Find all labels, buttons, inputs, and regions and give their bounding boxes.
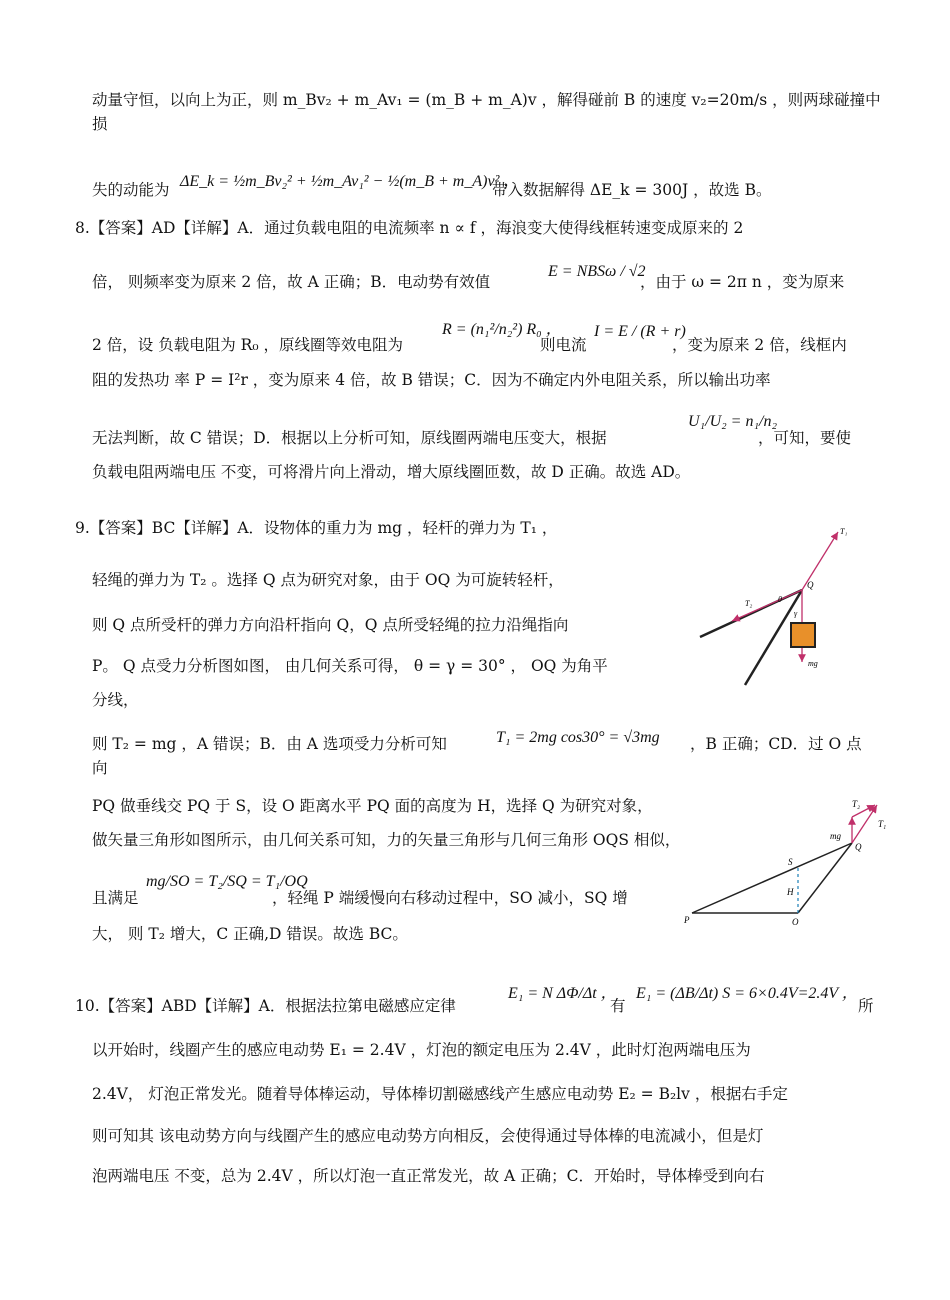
text-line: 带入数据解得 ΔE_k = 300J ，故选 B。 xyxy=(492,181,772,199)
t1-label: T₁ xyxy=(840,527,848,536)
o-q-line xyxy=(798,843,852,913)
text-line: ，由于 ω = 2π n ，变为原来 xyxy=(640,273,845,291)
t1-equation: T₁ = 2mg cos30° = √3mg xyxy=(496,729,660,746)
text-line: 向 xyxy=(92,759,108,777)
mg-label: mg xyxy=(830,831,841,841)
t2-label: T₂ xyxy=(852,799,861,809)
answer-8-heading: 8.【答案】AD【详解】A．通过负载电阻的电流频率 n ∝ f ，海浪变大使得线框转速变成原来的 2 xyxy=(75,219,744,237)
transformer-ratio-equation: U₁/U₂ = n₁/n₂ xyxy=(688,413,778,430)
text-line: 则可知其 该电动势方向与线圈产生的感应电动势方向相反，会使得通过导体棒的电流减小，但是灯 xyxy=(92,1127,764,1145)
text-line: 无法判断，故 C 错误；D．根据以上分析可知，原线圈两端电压变大，根据 xyxy=(92,429,607,447)
text-line: 失的动能为 xyxy=(92,181,170,199)
kinetic-energy-equation: ΔE_k = ½m_Bv₂² + ½m_Av₁² − ½(m_B + m_A)v² ， xyxy=(180,173,520,190)
similar-triangle-equation: mg/SO = T₂/SQ = T₁/OQ xyxy=(146,873,308,890)
text-line: 分线， xyxy=(92,691,139,709)
theta-label: θ xyxy=(778,595,782,604)
text-line: 做矢量三角形如图所示，由几何关系可知，力的矢量三角形与几何三角形 OQS 相似， xyxy=(92,831,681,849)
answer-10-heading: 10.【答案】ABD【详解】A．根据法拉第电磁感应定律 xyxy=(75,997,456,1015)
block xyxy=(791,623,815,647)
text-line: 2 倍，设 负载电阻为 R₀ ，原线圈等效电阻为 xyxy=(92,336,403,354)
text-line: 以开始时，线圈产生的感应电动势 E₁ = 2.4V ，灯泡的额定电压为 2.4V ，此时灯泡两端电压为 xyxy=(92,1041,751,1059)
text-line: 大， 则 T₂ 增大，C 正确,D 错误。故选 BC。 xyxy=(92,925,408,943)
mg-label: mg xyxy=(808,659,818,668)
text-line: ，可知，要使 xyxy=(758,429,852,447)
text-line: 倍， 则频率变为原来 2 倍，故 A 正确；B．电动势有效值 xyxy=(92,273,491,291)
text-line: 且满足 xyxy=(92,889,139,907)
text-line: 则电流 xyxy=(540,336,587,354)
equivalent-resistance-equation: R = (n₁²/n₂²) R₀ ， xyxy=(442,321,562,338)
vector-triangle-diagram xyxy=(680,795,900,935)
p-label: P xyxy=(684,915,690,925)
text-line: 则 T₂ = mg ，A 错误；B．由 A 选项受力分析可知 xyxy=(92,735,447,753)
text-line: 阻的发热功 率 P = I²r ，变为原来 4 倍，故 B 错误；C．因为不确定内外电阻关系，所以输出功率 xyxy=(92,371,771,389)
t2-label: T₂ xyxy=(745,599,753,608)
text-line: 损 xyxy=(92,115,108,133)
text-line: P。 Q 点受力分析图如图， 由几何关系可得， θ = γ = 30° ， OQ 为角平 xyxy=(92,657,608,675)
answer-9-heading: 9.【答案】BC【详解】A．设物体的重力为 mg ，轻杆的弹力为 T₁ ， xyxy=(75,519,558,537)
text-line: ，B 正确；CD．过 O 点 xyxy=(690,735,862,753)
text-line: 有 xyxy=(610,997,626,1015)
text-line: ，变为原来 2 倍，线框内 xyxy=(672,336,847,354)
text-line: 则 Q 点所受杆的弹力方向沿杆指向 Q，Q 点所受轻绳的拉力沿绳指向 xyxy=(92,616,569,634)
text-line: 负载电阻两端电压 不变，可将滑片向上滑动，增大原线圈匝数，故 D 正确。故选 AD。 xyxy=(92,463,691,481)
current-equation: I = E / (R + r) xyxy=(594,323,686,340)
emf-effective-equation: E = NBSω / √2 xyxy=(548,263,646,280)
t1-label: T₁ xyxy=(878,819,887,829)
q-label: Q xyxy=(807,580,814,590)
gamma-label: γ xyxy=(794,609,798,618)
p-q-line xyxy=(692,843,852,913)
h-label: H xyxy=(787,887,794,897)
force-diagram-q xyxy=(690,520,860,690)
s-label: S xyxy=(788,857,793,867)
text-line: 所 xyxy=(858,997,874,1015)
o-label: O xyxy=(792,917,799,927)
text-line: PQ 做垂线交 PQ 于 S，设 O 距离水平 PQ 面的高度为 H，选择 Q 为研究对象， xyxy=(92,797,653,815)
text-line: 轻绳的弹力为 T₂ 。选择 Q 点为研究对象，由于 OQ 为可旋转轻杆， xyxy=(92,571,564,589)
faraday-law-equation: E₁ = N ΔΦ/Δt ， xyxy=(508,985,617,1002)
q-label: Q xyxy=(855,842,862,852)
emf-value-equation: E₁ = (ΔB/Δt) S = 6×0.4V=2.4V ， xyxy=(636,985,858,1002)
text-line: ，轻绳 P 端缓慢向右移动过程中，SO 减小，SQ 增 xyxy=(272,889,628,907)
text-line: 2.4V， 灯泡正常发光。随着导体棒运动，导体棒切割磁感线产生感应电动势 E₂ = B₂lv ，根据右手定 xyxy=(92,1085,788,1103)
text-line: 动量守恒，以向上为正，则 m_Bv₂ + m_Av₁ = (m_B + m_A)v ，解得碰前 B 的速度 v₂=20m/s ，则两球碰撞中 xyxy=(92,91,881,109)
text-line: 泡两端电压 不变，总为 2.4V ，所以灯泡一直正常发光，故 A 正确；C．开始时，导体棒受到向右 xyxy=(92,1167,765,1185)
